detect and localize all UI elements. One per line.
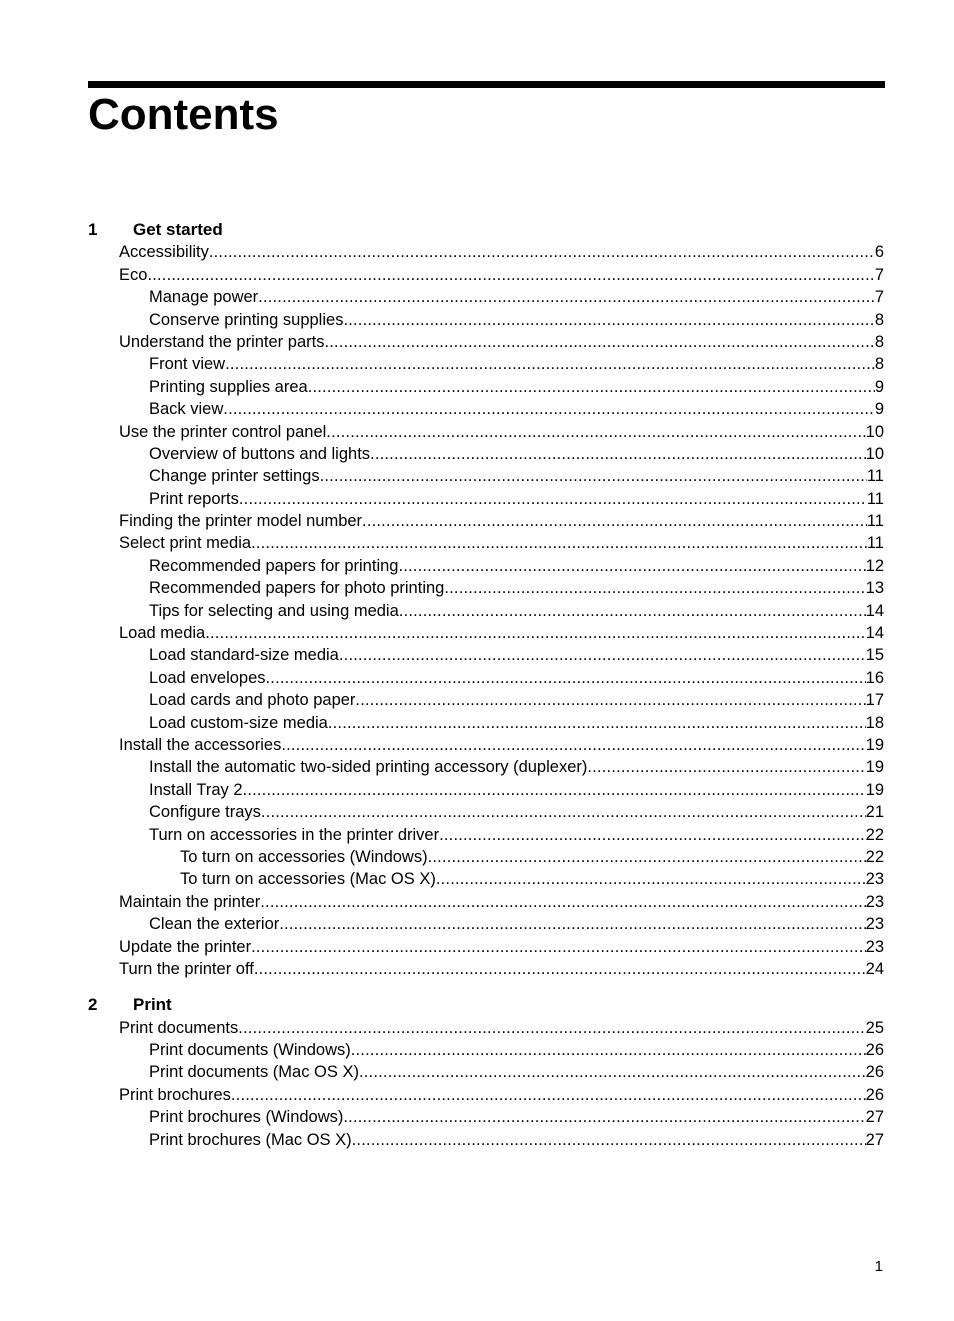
toc-entry-page: 25 bbox=[865, 1018, 884, 1037]
toc-entry[interactable] bbox=[88, 1106, 884, 1128]
toc-entry-label: Recommended papers for photo printing bbox=[149, 579, 445, 598]
toc-entry-label: Install the accessories bbox=[119, 735, 282, 754]
toc-entry[interactable] bbox=[88, 1129, 884, 1151]
dot-leader bbox=[398, 555, 865, 577]
toc-entry[interactable] bbox=[88, 398, 884, 420]
toc-entry[interactable] bbox=[88, 936, 884, 958]
dot-leader bbox=[251, 532, 867, 554]
toc-entry-label: Maintain the printer bbox=[119, 892, 261, 911]
toc-entry-label: To turn on accessories (Mac OS X) bbox=[180, 870, 436, 889]
toc-entry-label: Install the automatic two-sided printing accessory (duplexer) bbox=[149, 758, 588, 777]
toc-entry[interactable] bbox=[88, 779, 884, 801]
toc-entry[interactable] bbox=[88, 1061, 884, 1083]
table-of-contents bbox=[88, 219, 884, 1151]
dot-leader bbox=[261, 801, 866, 823]
toc-entry[interactable] bbox=[88, 622, 884, 644]
dot-leader bbox=[260, 891, 865, 913]
toc-entry-page: 26 bbox=[865, 1063, 884, 1082]
toc-entry-page: 23 bbox=[865, 870, 884, 889]
toc-entry-page: 26 bbox=[865, 1041, 884, 1060]
toc-entry[interactable] bbox=[88, 421, 884, 443]
toc-entry[interactable] bbox=[88, 868, 884, 890]
toc-entry-label: Accessibility bbox=[119, 243, 209, 262]
toc-entry-page: 23 bbox=[865, 892, 884, 911]
chapter-heading[interactable] bbox=[88, 994, 884, 1016]
toc-entry-page: 10 bbox=[865, 444, 884, 463]
toc-entry-page: 21 bbox=[865, 803, 884, 822]
toc-entry-page: 27 bbox=[865, 1108, 884, 1127]
toc-entry-page: 8 bbox=[874, 355, 884, 374]
dot-leader bbox=[231, 1084, 866, 1106]
toc-entry-page: 8 bbox=[874, 310, 884, 329]
toc-entry-label: Print documents (Mac OS X) bbox=[149, 1063, 359, 1082]
toc-entry-label: Load standard-size media bbox=[149, 646, 339, 665]
toc-entry[interactable] bbox=[88, 532, 884, 554]
toc-entry-label: Conserve printing supplies bbox=[149, 310, 344, 329]
toc-entry[interactable] bbox=[88, 443, 884, 465]
page-title: Contents bbox=[88, 90, 279, 139]
toc-entry-label: Turn the printer off bbox=[119, 959, 254, 978]
dot-leader bbox=[279, 913, 865, 935]
toc-entry-page: 14 bbox=[865, 601, 884, 620]
toc-entry[interactable] bbox=[88, 667, 884, 689]
dot-leader bbox=[223, 398, 875, 420]
toc-entry[interactable] bbox=[88, 644, 884, 666]
dot-leader bbox=[254, 958, 866, 980]
dot-leader bbox=[326, 421, 865, 443]
dot-leader bbox=[320, 465, 867, 487]
toc-entry-label: Configure trays bbox=[149, 803, 261, 822]
dot-leader bbox=[359, 1061, 866, 1083]
toc-entry-page: 11 bbox=[866, 534, 884, 553]
toc-entry-page: 22 bbox=[865, 825, 884, 844]
dot-leader bbox=[362, 510, 867, 532]
toc-entry-label: Finding the printer model number bbox=[119, 512, 363, 531]
dot-leader bbox=[243, 779, 866, 801]
toc-entry[interactable] bbox=[88, 891, 884, 913]
dot-leader bbox=[205, 622, 865, 644]
dot-leader bbox=[239, 488, 867, 510]
dot-leader bbox=[428, 846, 866, 868]
dot-leader bbox=[399, 600, 866, 622]
toc-entry[interactable] bbox=[88, 689, 884, 711]
toc-entry[interactable] bbox=[88, 353, 884, 375]
toc-entry[interactable] bbox=[88, 958, 884, 980]
toc-entry[interactable] bbox=[88, 756, 884, 778]
toc-entry-label: Print documents (Windows) bbox=[149, 1041, 351, 1060]
toc-entry-page: 11 bbox=[866, 467, 884, 486]
page-number: 1 bbox=[874, 1258, 883, 1275]
toc-entry-label: Back view bbox=[149, 400, 224, 419]
toc-entry-page: 8 bbox=[874, 332, 884, 351]
toc-entry[interactable] bbox=[88, 1084, 884, 1106]
toc-entry-page: 19 bbox=[865, 758, 884, 777]
toc-entry-page: 24 bbox=[865, 959, 884, 978]
toc-entry[interactable] bbox=[88, 309, 884, 331]
toc-entry-label: Print brochures (Windows) bbox=[149, 1108, 344, 1127]
dot-leader bbox=[351, 1039, 866, 1061]
toc-entry-page: 11 bbox=[866, 489, 884, 508]
toc-entry-label: Manage power bbox=[149, 288, 259, 307]
toc-entry-page: 19 bbox=[865, 735, 884, 754]
dot-leader bbox=[324, 331, 874, 353]
toc-entry[interactable] bbox=[88, 286, 884, 308]
toc-entry-label: Eco bbox=[119, 265, 148, 284]
toc-entry-label: Install Tray 2 bbox=[149, 780, 243, 799]
toc-entry-label: Change printer settings bbox=[149, 467, 320, 486]
toc-entry-page: 10 bbox=[865, 422, 884, 441]
toc-entry-page: 22 bbox=[865, 847, 884, 866]
toc-entry-page: 9 bbox=[874, 400, 884, 419]
toc-entry-page: 7 bbox=[874, 288, 884, 307]
toc-entry-label: Load envelopes bbox=[149, 668, 266, 687]
toc-entry[interactable] bbox=[88, 801, 884, 823]
dot-leader bbox=[147, 264, 874, 286]
toc-entry-label: Select print media bbox=[119, 534, 252, 553]
dot-leader bbox=[355, 689, 865, 711]
toc-entry-page: 7 bbox=[874, 265, 884, 284]
toc-entry-page: 16 bbox=[865, 668, 884, 687]
toc-entry-page: 23 bbox=[865, 937, 884, 956]
dot-leader bbox=[258, 286, 875, 308]
toc-entry[interactable] bbox=[88, 241, 884, 263]
toc-entry-label: Update the printer bbox=[119, 937, 252, 956]
toc-entry-label: Print brochures (Mac OS X) bbox=[149, 1130, 352, 1149]
toc-entry-label: Load media bbox=[119, 624, 206, 643]
toc-entry-label: Overview of buttons and lights bbox=[149, 444, 371, 463]
chapter-title: Get started bbox=[133, 220, 223, 240]
dot-leader bbox=[343, 1106, 865, 1128]
chapter-number: 2 bbox=[88, 995, 98, 1015]
chapter-number: 1 bbox=[88, 220, 98, 240]
toc-entry[interactable] bbox=[88, 734, 884, 756]
toc-entry[interactable] bbox=[88, 824, 884, 846]
toc-entry[interactable] bbox=[88, 376, 884, 398]
toc-entry-page: 17 bbox=[865, 691, 884, 710]
title-rule bbox=[88, 81, 885, 88]
chapter-title: Print bbox=[133, 995, 172, 1015]
toc-entry[interactable] bbox=[88, 577, 884, 599]
toc-entry-page: 12 bbox=[865, 556, 884, 575]
toc-entry-label: Tips for selecting and using media bbox=[149, 601, 399, 620]
toc-entry[interactable] bbox=[88, 555, 884, 577]
dot-leader bbox=[251, 936, 866, 958]
dot-leader bbox=[444, 577, 865, 599]
toc-entry-page: 6 bbox=[874, 243, 884, 262]
toc-entry-label: Print brochures bbox=[119, 1085, 231, 1104]
dot-leader bbox=[308, 376, 875, 398]
toc-entry-label: Printing supplies area bbox=[149, 377, 308, 396]
dot-leader bbox=[343, 309, 874, 331]
dot-leader bbox=[281, 734, 865, 756]
toc-entry[interactable] bbox=[88, 510, 884, 532]
toc-entry[interactable] bbox=[88, 1039, 884, 1061]
toc-entry-label: Load custom-size media bbox=[149, 713, 328, 732]
dot-leader bbox=[339, 644, 866, 666]
dot-leader bbox=[370, 443, 866, 465]
chapter-heading[interactable] bbox=[88, 219, 884, 241]
toc-entry[interactable] bbox=[88, 712, 884, 734]
toc-entry[interactable] bbox=[88, 913, 884, 935]
toc-entry[interactable] bbox=[88, 1017, 884, 1039]
toc-entry[interactable] bbox=[88, 331, 884, 353]
dot-leader bbox=[439, 824, 866, 846]
toc-entry[interactable] bbox=[88, 465, 884, 487]
toc-entry-page: 27 bbox=[865, 1130, 884, 1149]
toc-entry-page: 11 bbox=[866, 512, 884, 531]
toc-entry-page: 14 bbox=[865, 624, 884, 643]
dot-leader bbox=[352, 1129, 866, 1151]
dot-leader bbox=[238, 1017, 865, 1039]
toc-entry-label: Recommended papers for printing bbox=[149, 556, 399, 575]
dot-leader bbox=[266, 667, 866, 689]
toc-entry-label: Print reports bbox=[149, 489, 239, 508]
toc-entry[interactable] bbox=[88, 264, 884, 286]
toc-entry-page: 15 bbox=[865, 646, 884, 665]
toc-entry-label: Clean the exterior bbox=[149, 915, 280, 934]
toc-entry-label: Front view bbox=[149, 355, 226, 374]
dot-leader bbox=[225, 353, 875, 375]
toc-entry-page: 19 bbox=[865, 780, 884, 799]
dot-leader bbox=[328, 712, 866, 734]
toc-entry-page: 23 bbox=[865, 915, 884, 934]
toc-entry-page: 9 bbox=[874, 377, 884, 396]
toc-entry-label: Understand the printer parts bbox=[119, 332, 325, 351]
toc-entry[interactable] bbox=[88, 600, 884, 622]
dot-leader bbox=[209, 241, 875, 263]
toc-entry-page: 18 bbox=[865, 713, 884, 732]
toc-entry-label: Load cards and photo paper bbox=[149, 691, 356, 710]
toc-entry-label: Turn on accessories in the printer driver bbox=[149, 825, 440, 844]
toc-entry-label: Print documents bbox=[119, 1018, 239, 1037]
toc-entry[interactable] bbox=[88, 488, 884, 510]
toc-entry-label: To turn on accessories (Windows) bbox=[180, 847, 428, 866]
toc-entry-page: 26 bbox=[865, 1085, 884, 1104]
dot-leader bbox=[436, 868, 866, 890]
toc-entry-label: Use the printer control panel bbox=[119, 422, 327, 441]
dot-leader bbox=[587, 756, 865, 778]
toc-entry[interactable] bbox=[88, 846, 884, 868]
toc-entry-page: 13 bbox=[865, 579, 884, 598]
